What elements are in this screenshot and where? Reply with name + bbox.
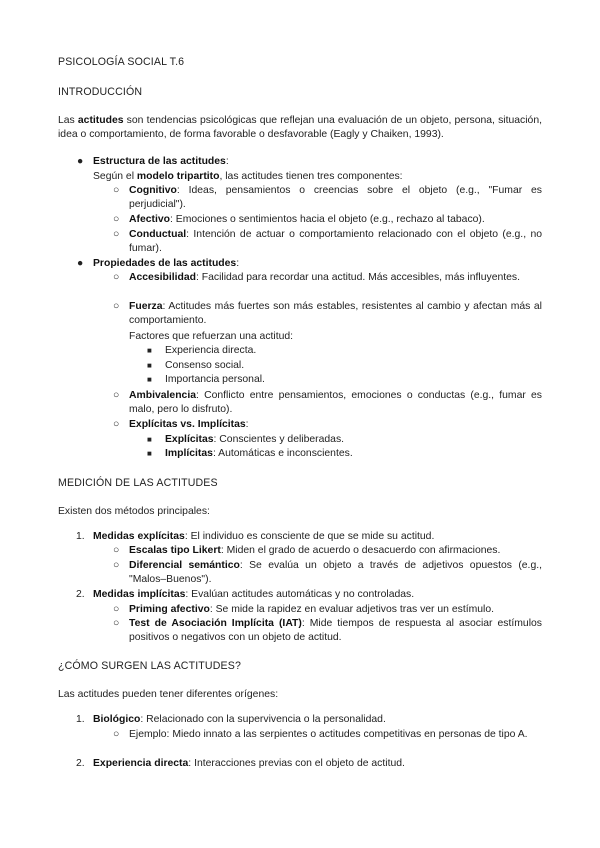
hollow-bullet-icon: ○ [113, 545, 120, 556]
square-bullet-icon: ■ [147, 346, 152, 355]
priming-item: Priming afectivo: Se mide la rapidez en evaluar adjetivos tras ver un estímulo. [129, 604, 494, 615]
list-item-conductual: Conductual: Intención de actuar o comportamiento relacionado con el objeto (e.g., no fumar). [129, 229, 542, 255]
factor-item: Importancia personal. [165, 374, 265, 385]
intro-heading: INTRODUCCIÓN [58, 86, 143, 98]
experiencia-directa-item: Experiencia directa: Interacciones previas con el objeto de actitud. [93, 758, 405, 769]
factor-item: Experiencia directa. [165, 345, 257, 356]
tipo-item: Implícitas: Automáticas e inconscientes. [165, 448, 353, 459]
square-bullet-icon: ■ [147, 375, 152, 384]
list-item-ambivalencia: Ambivalencia: Conflicto entre pensamientos, emociones o conductas (e.g., fumar es malo, pero lo disfruto). [129, 390, 542, 416]
list-number: 1. [76, 714, 85, 725]
list-item-afectivo: Afectivo: Emociones o sentimientos hacia el objeto (e.g., rechazo al tabaco). [129, 214, 485, 225]
list-number: 2. [76, 589, 85, 600]
hollow-bullet-icon: ○ [113, 729, 120, 740]
filled-bullet-icon: ● [77, 156, 84, 167]
list-item-fuerza: Fuerza: Actitudes más fuertes son más estables, resistentes al cambio y afectan más al comportamiento. [129, 301, 542, 327]
factores-label: Factores que refuerzan una actitud: [129, 331, 294, 342]
surgen-heading: ¿CÓMO SURGEN LAS ACTITUDES? [58, 660, 241, 672]
hollow-bullet-icon: ○ [113, 229, 120, 240]
list-number: 1. [76, 531, 85, 542]
iat-item: Test de Asociación Implícita (IAT): Mide tiempos de respuesta al asociar estímulos positivos o negativos con un objeto de actitud. [129, 618, 542, 644]
estructura-label: Estructura de las actitudes: [93, 156, 229, 167]
square-bullet-icon: ■ [147, 361, 152, 370]
tipo-item: Explícitas: Conscientes y deliberadas. [165, 434, 345, 445]
diferencial-item: Diferencial semántico: Se evalúa un objeto a través de adjetivos opuestos (e.g., "Malos–Buenos"). [129, 560, 542, 586]
biologico-item: Biológico: Relacionado con la supervivencia o la personalidad. [93, 714, 386, 725]
list-item-cognitivo: Cognitivo: Ideas, pensamientos o creencias sobre el objeto (e.g., "Fumar es perjudicial"). [129, 185, 542, 211]
square-bullet-icon: ■ [147, 449, 152, 458]
hollow-bullet-icon: ○ [113, 185, 120, 196]
propiedades-label: Propiedades de las actitudes: [93, 258, 240, 269]
list-number: 2. [76, 758, 85, 769]
medicion-intro: Existen dos métodos principales: [58, 506, 210, 517]
square-bullet-icon: ■ [147, 435, 152, 444]
hollow-bullet-icon: ○ [113, 419, 120, 430]
likert-item: Escalas tipo Likert: Miden el grado de acuerdo o desacuerdo con afirmaciones. [129, 545, 501, 556]
ejemplo-item: Ejemplo: Miedo innato a las serpientes o actitudes competitivas en personas de tipo A. [129, 729, 528, 740]
document-title: PSICOLOGÍA SOCIAL T.6 [58, 56, 185, 68]
medidas-explicitas-item: Medidas explícitas: El individuo es consciente de que se mide su actitud. [93, 531, 435, 542]
explicitas-label: Explícitas vs. Implícitas: [129, 419, 249, 430]
filled-bullet-icon: ● [77, 258, 84, 269]
hollow-bullet-icon: ○ [113, 604, 120, 615]
hollow-bullet-icon: ○ [113, 214, 120, 225]
intro-paragraph: Las actitudes son tendencias psicológicas que reflejan una evaluación de un objeto, persona, situación, idea o comportamiento, de forma favorable o desfavorable (Eagly y Chaiken, 1993). [58, 115, 542, 141]
factor-item: Consenso social. [165, 360, 245, 371]
hollow-bullet-icon: ○ [113, 390, 120, 401]
hollow-bullet-icon: ○ [113, 618, 120, 629]
medicion-heading: MEDICIÓN DE LAS ACTITUDES [58, 477, 218, 489]
estructura-subtext: Según el modelo tripartito, las actitudes tienen tres componentes: [93, 171, 403, 182]
hollow-bullet-icon: ○ [113, 560, 120, 571]
surgen-intro: Las actitudes pueden tener diferentes orígenes: [58, 689, 279, 700]
hollow-bullet-icon: ○ [113, 272, 120, 283]
medidas-implicitas-item: Medidas implícitas: Evalúan actitudes automáticas y no controladas. [93, 589, 415, 600]
hollow-bullet-icon: ○ [113, 301, 120, 312]
list-item-accesibilidad: Accesibilidad: Facilidad para recordar una actitud. Más accesibles, más influyentes. [129, 272, 520, 283]
